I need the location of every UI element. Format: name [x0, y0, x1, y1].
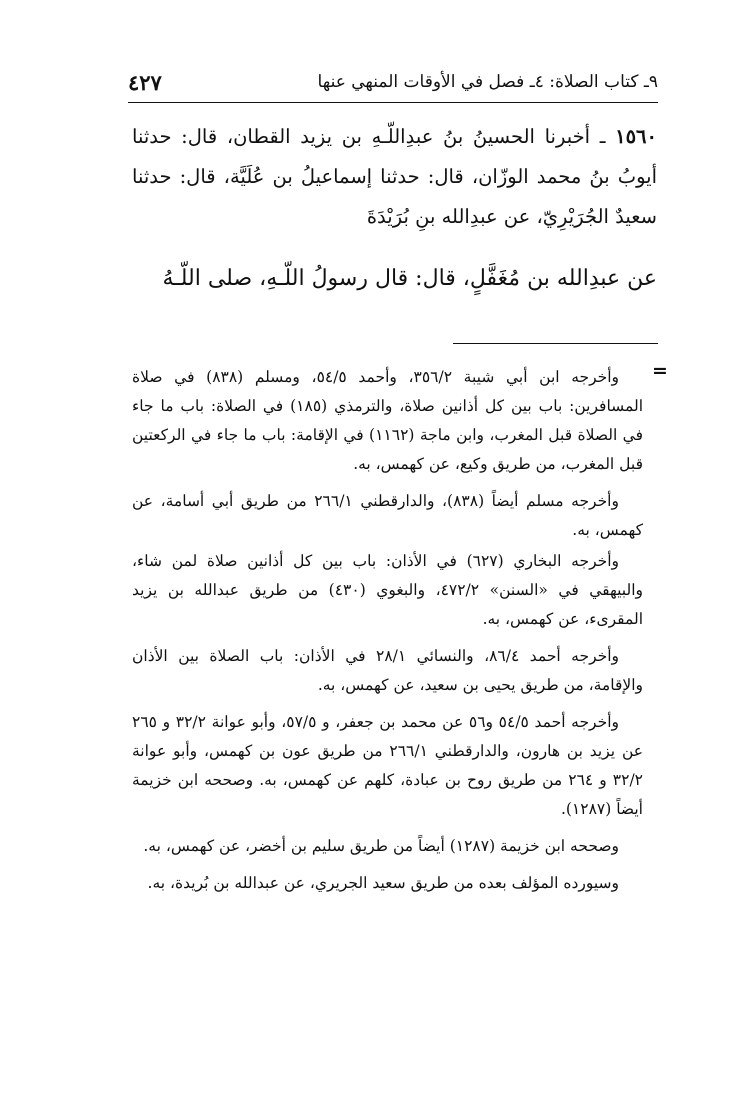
footnotes [132, 363, 643, 906]
hadith-isnad: أخبرنا الحسينُ بنُ عبدِاللّـهِ بن يزيد القطان، قال: حدثنا أيوبُ بنُ محمد الوزّان، قال: حدثنا إسماعيلُ بن عُلَيَّة، قال: حدثنا سعيدٌ الجُرَيْرِيّ، عن عبدِالله بنِ بُرَيْدَةَ [132, 125, 657, 228]
footnote-paragraph: وأخرجه أحمد ٨٦/٤، والنسائي ٢٨/١ في الأذان: باب الصلاة بين الأذان والإقامة، من طريق يحيى بن سعيد، عن كهمس، به. [132, 647, 643, 694]
footnote-paragraph: وأخرجه البخاري (٦٢٧) في الأذان: باب بين كل أذانين صلاة لمن شاء، والبيهقي في «السنن» ٤٧٢/٢، والبغوي (٤٣٠) من طريق عبدالله بن يزيد المقرىء، عن كهمس، به. [132, 552, 644, 628]
continuation-mark: = [652, 360, 668, 382]
footnote-paragraph: وأخرجه ابن أبي شيبة ٣٥٦/٢، وأحمد ٥٤/٥، ومسلم (٨٣٨) في صلاة المسافرين: باب بين كل أذانين صلاة، والترمذي (١٨٥) في الصلاة: باب ما جاء في الصلاة قبل المغرب، وابن ماجة (١١٦٢) في الإقامة: باب ما جاء في الركعتين قبل المغرب، من طريق وكيع، عن كهمس، به. [132, 368, 643, 473]
footnote-separator [453, 343, 658, 344]
page-header [128, 70, 658, 103]
hadith-dash: ـ [599, 125, 606, 148]
hadith-number: ١٥٦٠ [615, 125, 657, 148]
footnote-paragraph: وأخرجه مسلم أيضاً (٨٣٨)، والدارقطني ٢٦٦/١ من طريق أبي أسامة، عن كهمس، به. [132, 492, 643, 539]
running-head: ٩ـ كتاب الصلاة: ٤ـ فصل في الأوقات المنهي عنها [317, 72, 658, 92]
footnote-paragraph: وأخرجه أحمد ٥٤/٥ و٥٦ عن محمد بن جعفر، و ٥٧/٥، وأبو عوانة ٣٢/٢ و ٢٦٥ عن يزيد بن هارون، والدارقطني ٢٦٦/١ من طريق عون بن كهمس، وأبو عوانة ٣٢/٢ و ٢٦٤ من طريق روح بن عبادة، كلهم عن كهمس، به. وصححه ابن خزيمة أيضاً (١٢٨٧). [132, 713, 643, 818]
footnote-paragraph: وسيورده المؤلف بعده من طريق سعيد الجريري، عن عبدالله بن بُريدة، به. [147, 874, 619, 892]
hadith-text [132, 117, 657, 237]
footnote-paragraph: وصححه ابن خزيمة (١٢٨٧) أيضاً من طريق سليم بن أخضر، عن كهمس، به. [143, 837, 619, 855]
hadith-matn: عن عبدِالله بن مُغَفَّلٍ، قال: قال رسولُ اللّـهِ، صلى اللّـهُ [162, 266, 657, 291]
page-number: ٤٢٧ [128, 70, 162, 95]
